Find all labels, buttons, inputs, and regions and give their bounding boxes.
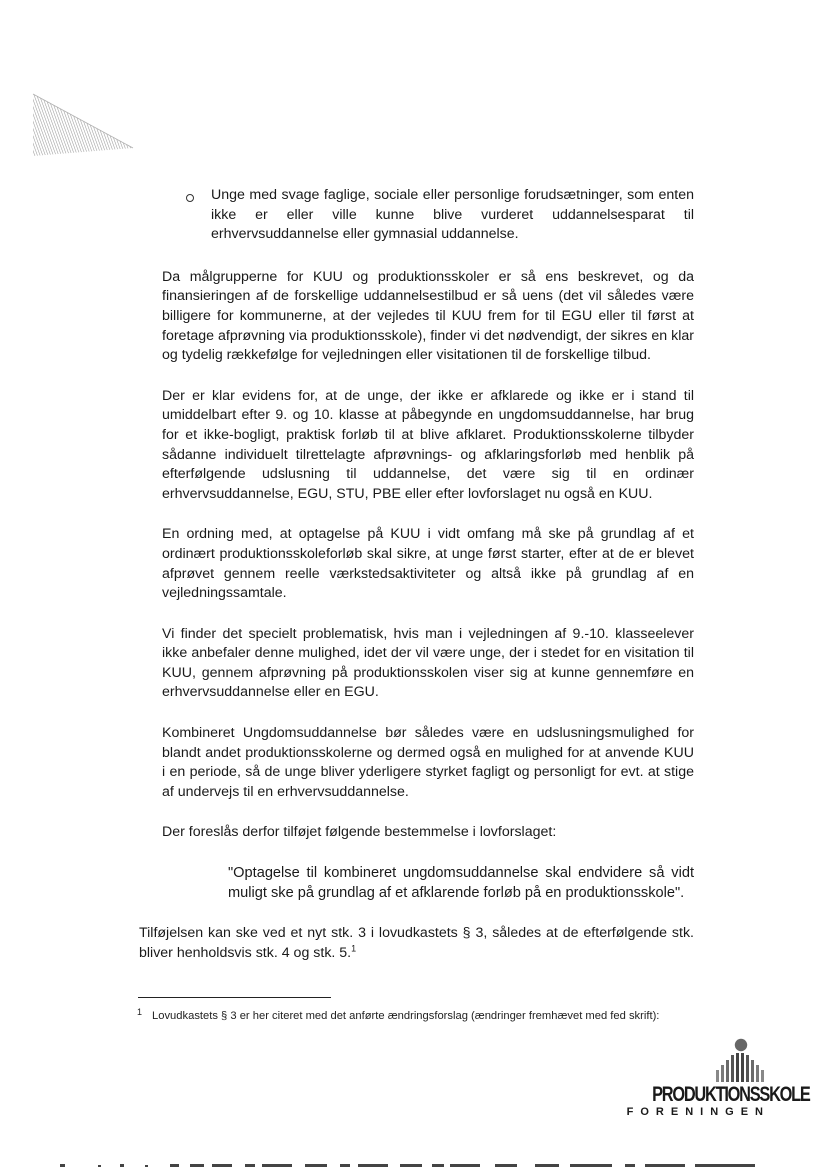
closing-paragraph-text: Tilføjelsen kan ske ved et nyt stk. 3 i lovudkastets § 3, således at de efterfølgende stk. bliver henholdsvis stk. 4 og stk. 5.	[139, 925, 694, 961]
corner-logo-triangle-icon	[30, 92, 135, 160]
paragraph: En ordning med, at optagelse på KUU i vidt omfang må ske på grundlag af et ordinært produktionsskoleforløb skal sikre, at unge først starter, efter at de er blevet afprøvet gennem reelle værkstedsaktiviteter og altså ikke på grundlag af en vejledningssamtale.	[162, 526, 694, 602]
people-logo-icon	[710, 1038, 768, 1082]
paragraph: Der er klar evidens for, at de unge, der ikke er afklarede og ikke er i stand til umiddelbart efter 9. og 10. klasse at påbegynde en ungdomsuddannelse, har brug for et ikke-bogligt, praktisk forløb til at blive afklaret. Produktionsskolerne tilbyder sådanne individuelt tilrettelagte afprøvnings- og afklaringsforløb med henblik på efterfølgende udslusning til uddannelse, det være sig til en ordinær erhvervsuddannelse, EGU, STU, PBE eller efter lovforslaget nu også en KUU.	[162, 387, 694, 502]
footnote-text: Lovudkastets § 3 er her citeret med det anførte ændringsforslag (ændringer fremhævet med fed skrift):	[152, 1010, 660, 1022]
paragraph: Vi finder det specielt problematisk, hvis man i vejledningen af 9.-10. klasseelever ikke anbefaler denne mulighed, idet der vil være unge, der i stedet for en visitation til KUU, gennem afprøvning på produktionsskolen viser sig at kunne gennemføre en erhvervsuddannelse eller en EGU.	[162, 625, 694, 701]
bullet-item	[162, 186, 694, 245]
body-text	[139, 186, 694, 963]
cropped-footer-line	[40, 1158, 790, 1170]
closing-paragraph	[139, 924, 694, 963]
bullet-circle-icon	[186, 194, 194, 202]
footnote-reference[interactable]: 1	[351, 943, 357, 954]
paragraph: Kombineret Ungdomsuddannelse bør således være en udslusningsmulighed for blandt andet produktionsskolerne og dermed også en mulighed for at anvende KUU i en periode, så de unge bliver yderligere styrket fagligt og personligt for evt. at stige af undervejs til en erhvervsuddannelse.	[162, 725, 694, 800]
brand-logo	[618, 1038, 810, 1118]
paragraph: Der foreslås derfor tilføjet følgende bestemmelse i lovforslaget:	[162, 824, 557, 841]
footnote-number: 1	[137, 1007, 143, 1017]
brand-subtitle: FORENINGEN	[626, 1106, 770, 1118]
footnote	[137, 1004, 677, 1025]
brand-name: PRODUKTIONSSKOLE	[652, 1083, 810, 1106]
quoted-provision: "Optagelse til kombineret ungdomsuddannelse skal endvidere så vidt muligt ske på grundlag af et afklarende forløb på en produktionsskole".	[228, 865, 694, 901]
bullet-text: Unge med svage faglige, sociale eller personlige forudsætninger, som enten ikke er eller ville kunne blive vurderet uddannelsesparat til erhvervsuddannelse eller gymnasial uddannelse.	[211, 187, 694, 243]
paragraph: Da målgrupperne for KUU og produktionsskoler er så ens beskrevet, og da finansieringen af de forskellige uddannelsestilbud er så uens (det vil således være billigere for kommunerne, at der vejledes til KUU frem for til EGU eller til først at foretage afprøvning via produktionsskole), finder vi det nødvendigt, der sikres en klar og tydelig rækkefølge for vejledningen eller visitationen til de forskellige tilbud.	[162, 268, 694, 364]
cropped-footer-text-icon	[40, 1158, 790, 1170]
footnote-divider	[138, 997, 331, 998]
